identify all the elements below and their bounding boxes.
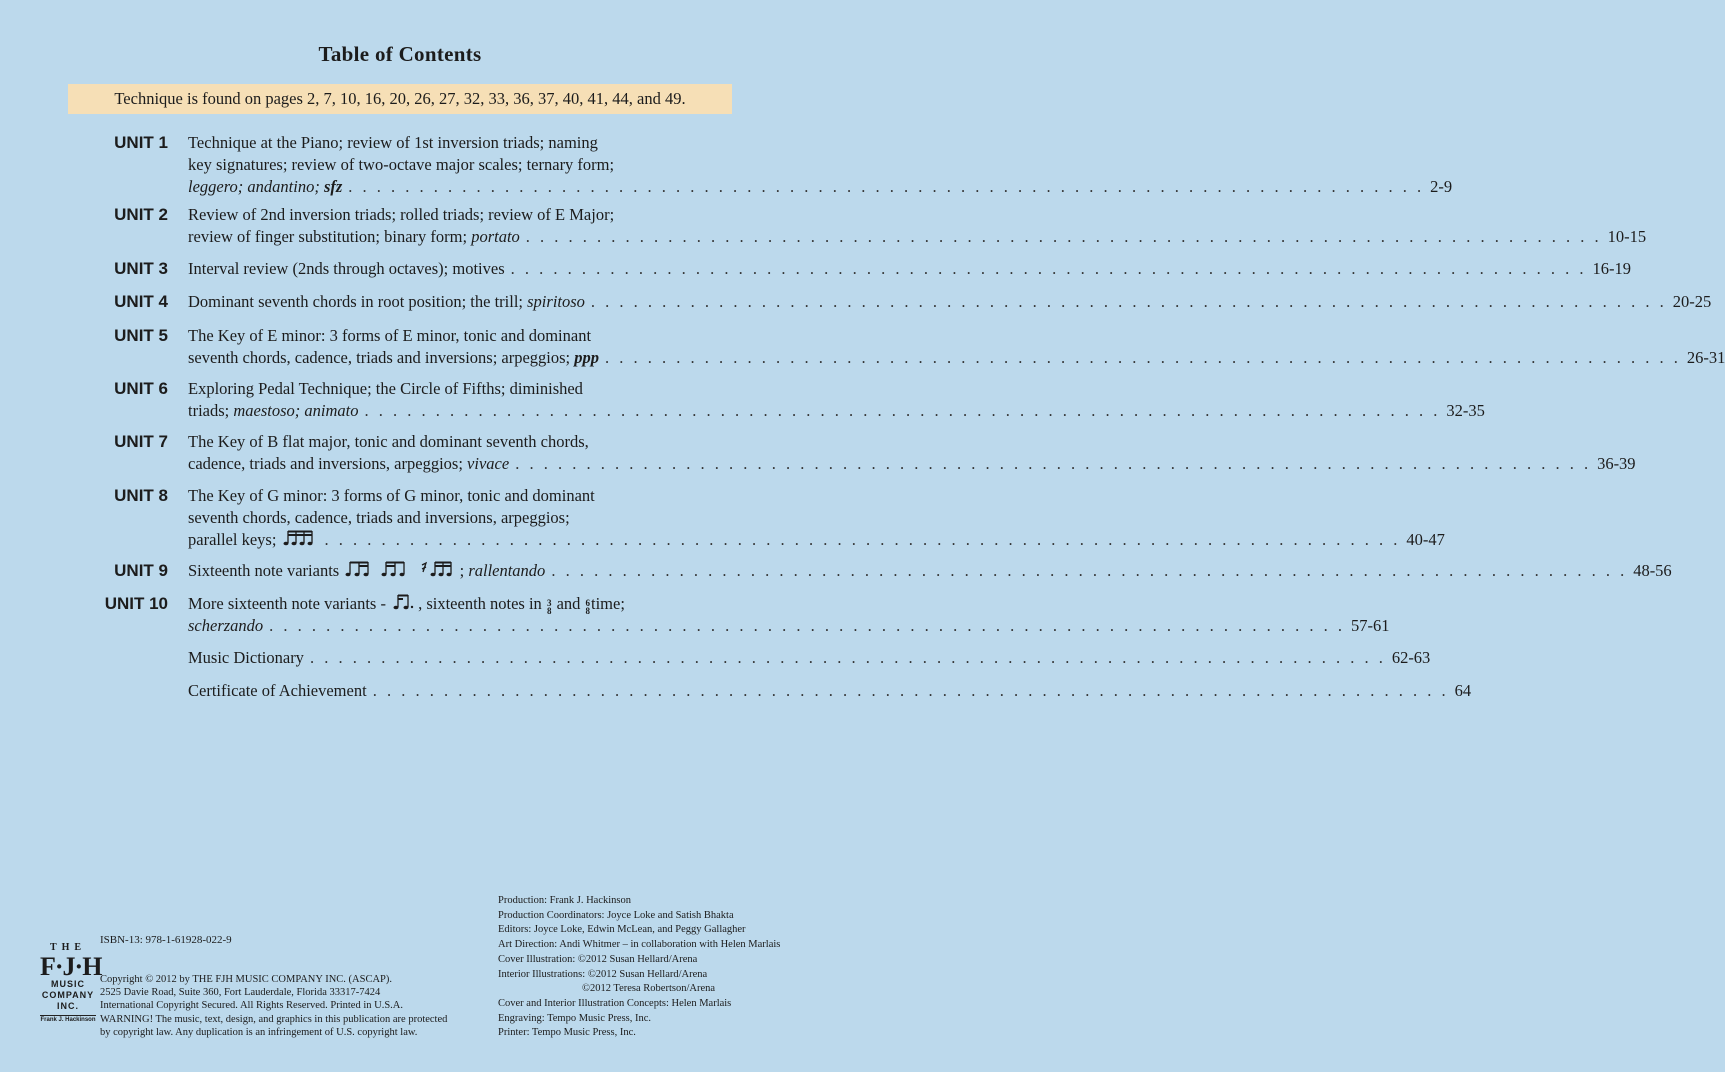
unit-label: UNIT 1: [114, 133, 168, 152]
entry-text: [188, 560, 1672, 582]
entry-line: key signatures; review of two-octave major scales; ternary form;: [188, 155, 615, 174]
tempo-terms: leggero; andantino;: [188, 177, 320, 196]
entry-text: [188, 204, 1647, 248]
tempo-terms: maestoso; animato: [233, 401, 359, 420]
time-signature-6-8: 6 8: [585, 598, 591, 616]
unit-label: UNIT 2: [114, 205, 168, 224]
page-range: 2-9: [1430, 177, 1453, 196]
leader-dots: . . . . . . . . . . . . . . . . . . . . . . . . . . . . . . . . . . . . . . . . . . . . . . . . . . . . . . . . . . . . . . . . . . . . . . . . . . . .: [605, 348, 1681, 367]
production-credits: Production: Frank J. Hackinson Production Coordinators: Joyce Loke and Satish Bhakta Editors: Joyce Loke, Edwin McLean, and Peggy Gallagher Art Direction: Andi Whitmer – in collaboration with Helen Marlais Cover Illustration: ©2012 Susan Hellard/Arena Interior Illustrations: ©2012 Susan Hellard/Arena ©2012 Teresa Robertson/Arena Cover and Interior Illustration Concepts: Helen Marlais Engraving: Tempo Music Press, Inc. Printer: Tempo Music Press, Inc.: [498, 895, 781, 1039]
entry-line: Interval review (2nds through octaves); motives: [188, 259, 505, 278]
leader-dots: . . . . . . . . . . . . . . . . . . . . . . . . . . . . . . . . . . . . . . . . . . . . . . . . . . . . . . . . . . . . . . . . . . . . . . . . . . . .: [510, 259, 1587, 278]
separator: ;: [459, 561, 465, 580]
entry-line: The Key of B flat major, tonic and dominant seventh chords,: [188, 432, 589, 451]
entry-text: [188, 431, 1636, 475]
leader-dots: . . . . . . . . . . . . . . . . . . . . . . . . . . . . . . . . . . . . . . . . . . . . . . . . . . . . . . . . . . . . . . . . . . . . . . . . . . . .: [525, 227, 1602, 246]
unit-label: UNIT 3: [114, 259, 168, 278]
entry-line: parallel keys;: [188, 530, 277, 549]
entry-text: [188, 325, 1725, 369]
entry-text: [188, 132, 1453, 198]
entry-line: seventh chords, cadence, triads and inversions; arpeggios;: [188, 348, 571, 367]
tempo-term: portato: [471, 227, 520, 246]
entry-line: Certificate of Achievement: [188, 681, 367, 700]
sixteenth-notes-icon: [284, 529, 316, 547]
dynamic-marking: ppp: [574, 348, 600, 367]
page-range: 57-61: [1351, 616, 1390, 635]
entry-line: triads;: [188, 401, 230, 420]
page-range: 26-31: [1686, 348, 1725, 367]
page-range: 36-39: [1597, 454, 1636, 473]
tempo-term: spiritoso: [527, 292, 585, 311]
leader-dots: . . . . . . . . . . . . . . . . . . . . . . . . . . . . . . . . . . . . . . . . . . . . . . . . . . . . . . . . . . . . . . . . . . . . . . . . . . . .: [515, 454, 1592, 473]
entry-line: , sixteenth notes in: [418, 594, 542, 613]
entry-text: [188, 258, 1631, 280]
page-range: 40-47: [1406, 530, 1445, 549]
tempo-term: rallentando: [468, 561, 546, 580]
entry-line: Sixteenth note variants: [188, 561, 340, 580]
entry-line: Technique at the Piano; review of 1st inversion triads; naming: [188, 133, 598, 152]
entry-line: time;: [591, 594, 625, 613]
entry-text: [188, 291, 1712, 313]
sixteenth-dotted-eighth-icon: [393, 593, 415, 611]
isbn: ISBN-13: 978-1-61928-022-9: [100, 934, 232, 946]
dotted-eighth-sixteenth-icon: [346, 560, 372, 578]
entry-line: The Key of G minor: 3 forms of G minor, tonic and dominant: [188, 486, 595, 505]
copyright-notice: Copyright © 2012 by THE FJH MUSIC COMPANY INC. (ASCAP). 2525 Davie Road, Suite 360, Fort Lauderdale, Florida 33317-7424 International Copyright Secured. All Rights Reserved. Printed in U.S.A. WARNING! The music, text, design, and graphics in this publication are protected by copyright law. Any duplication is an infringement of U.S. copyright law.: [100, 974, 448, 1038]
leader-dots: . . . . . . . . . . . . . . . . . . . . . . . . . . . . . . . . . . . . . . . . . . . . . . . . . . . . . . . . . . . . . . . . . . . . . . . . . . . .: [269, 616, 1346, 635]
rest-sixteenths-icon: [419, 560, 457, 578]
page-range: 20-25: [1672, 292, 1712, 311]
unit-label: UNIT 4: [114, 292, 168, 311]
unit-label: UNIT 10: [104, 594, 168, 613]
unit-label: UNIT 5: [114, 326, 168, 345]
entry-line: seventh chords, cadence, triads and inversions, arpeggios;: [188, 508, 570, 527]
entry-text: [188, 647, 1431, 669]
unit-label: UNIT 8: [114, 486, 168, 505]
entry-text: [188, 378, 1485, 422]
entry-line: review of finger substitution; binary form;: [188, 227, 468, 246]
leader-dots: . . . . . . . . . . . . . . . . . . . . . . . . . . . . . . . . . . . . . . . . . . . . . . . . . . . . . . . . . . . . . . . . . . . . . . . . . . . .: [372, 681, 1449, 700]
tempo-term: scherzando: [188, 616, 264, 635]
page-range: 64: [1454, 681, 1472, 700]
page-range: 32-35: [1446, 401, 1485, 420]
page-range: 48-56: [1633, 561, 1672, 580]
entry-text: [188, 485, 1445, 551]
leader-dots: . . . . . . . . . . . . . . . . . . . . . . . . . . . . . . . . . . . . . . . . . . . . . . . . . . . . . . . . . . . . . . . . . . . . . . . . . . . .: [324, 530, 1401, 549]
leader-dots: . . . . . . . . . . . . . . . . . . . . . . . . . . . . . . . . . . . . . . . . . . . . . . . . . . . . . . . . . . . . . . . . . . . . . . . . . . . .: [364, 401, 1441, 420]
entry-text: [188, 593, 1390, 637]
leader-dots: . . . . . . . . . . . . . . . . . . . . . . . . . . . . . . . . . . . . . . . . . . . . . . . . . . . . . . . . . . . . . . . . . . . . . . . . . . . .: [309, 648, 1386, 667]
page-range: 10-15: [1607, 227, 1647, 246]
page-range: 62-63: [1391, 648, 1431, 667]
page-range: 16-19: [1592, 259, 1631, 278]
unit-label: UNIT 7: [114, 432, 168, 451]
technique-banner: Technique is found on pages 2, 7, 10, 16, 20, 26, 27, 32, 33, 36, 37, 40, 41, 44, and 49.: [68, 84, 732, 114]
leader-dots: . . . . . . . . . . . . . . . . . . . . . . . . . . . . . . . . . . . . . . . . . . . . . . . . . . . . . . . . . . . . . . . . . . . . . . . . . . . .: [348, 177, 1425, 196]
entry-line: Music Dictionary: [188, 648, 304, 667]
leader-dots: . . . . . . . . . . . . . . . . . . . . . . . . . . . . . . . . . . . . . . . . . . . . . . . . . . . . . . . . . . . . . . . . . . . . . . . . . . . .: [551, 561, 1628, 580]
entry-line: Exploring Pedal Technique; the Circle of Fifths; diminished: [188, 379, 583, 398]
unit-label: UNIT 9: [114, 561, 168, 580]
entry-line: cadence, triads and inversions, arpeggios;: [188, 454, 463, 473]
entry-line: More sixteenth note variants -: [188, 594, 386, 613]
sixteenth-eighth-icon: [382, 560, 408, 578]
time-signature-3-8: 3 8: [546, 598, 552, 616]
dynamic-marking: sfz: [323, 177, 343, 196]
entry-line: and: [556, 594, 581, 613]
tempo-term: vivace: [467, 454, 510, 473]
unit-label: UNIT 6: [114, 379, 168, 398]
entry-line: The Key of E minor: 3 forms of E minor, tonic and dominant: [188, 326, 592, 345]
publisher-logo: THE F·J·H MUSIC COMPANY INC. Frank J. Hackinson: [40, 942, 102, 1023]
entry-line: Dominant seventh chords in root position; the trill;: [188, 292, 524, 311]
entry-line: Review of 2nd inversion triads; rolled triads; review of E Major;: [188, 205, 615, 224]
leader-dots: . . . . . . . . . . . . . . . . . . . . . . . . . . . . . . . . . . . . . . . . . . . . . . . . . . . . . . . . . . . . . . . . . . . . . . . . . . . .: [590, 292, 1667, 311]
entry-text: [188, 680, 1472, 702]
page-title: Table of Contents: [318, 42, 482, 66]
